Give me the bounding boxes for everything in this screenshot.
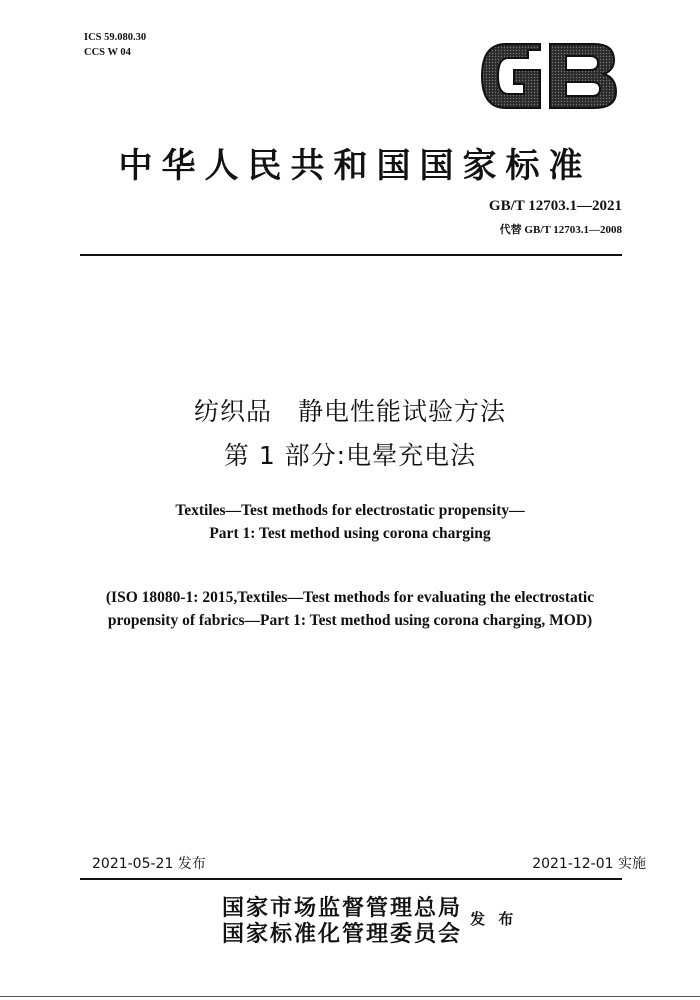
issuer-line1: 国家市场监督管理总局 [222,895,463,921]
issuing-authorities [222,895,462,947]
national-standard-title: 中华人民共和国国家标准 [118,146,592,186]
english-title-line1: Textiles—Test methods for electrostatic propensity— [175,502,525,519]
iso-reference-line2: propensity of fabrics—Part 1: Test method using corona charging, MOD) [107,612,593,629]
english-title-line2: Part 1: Test method using corona charging [209,525,491,542]
iso-reference [0,586,700,632]
logo-letter-b [550,44,616,108]
issue-date: 2021-05-21 发布 [92,856,206,872]
issuer-line2: 国家标准化管理委员会 [222,921,463,947]
bottom-divider [80,878,622,880]
classification-codes [84,30,146,60]
ccs-code: CCS W 04 [84,47,131,58]
chinese-title-line2: 第 1 部分:电晕充电法 [223,441,477,470]
chinese-title-line1: 纺织品 静电性能试验方法 [193,397,506,426]
implementation-date: 2021-12-01 实施 [532,856,646,872]
issue-label: 发 布 [470,910,518,928]
page-bottom-edge [0,996,700,997]
replaces-standard: 代替 GB/T 12703.1—2008 [499,224,622,236]
standard-number: GB/T 12703.1—2021 [488,198,622,214]
english-title [0,499,700,545]
iso-reference-line1: (ISO 18080-1: 2015,Textiles—Test methods for evaluating the electrostatic [105,589,595,606]
gb-logo [476,40,620,112]
logo-letter-g [482,44,540,108]
ics-code: ICS 59.080.30 [84,32,147,43]
top-divider [80,254,622,256]
